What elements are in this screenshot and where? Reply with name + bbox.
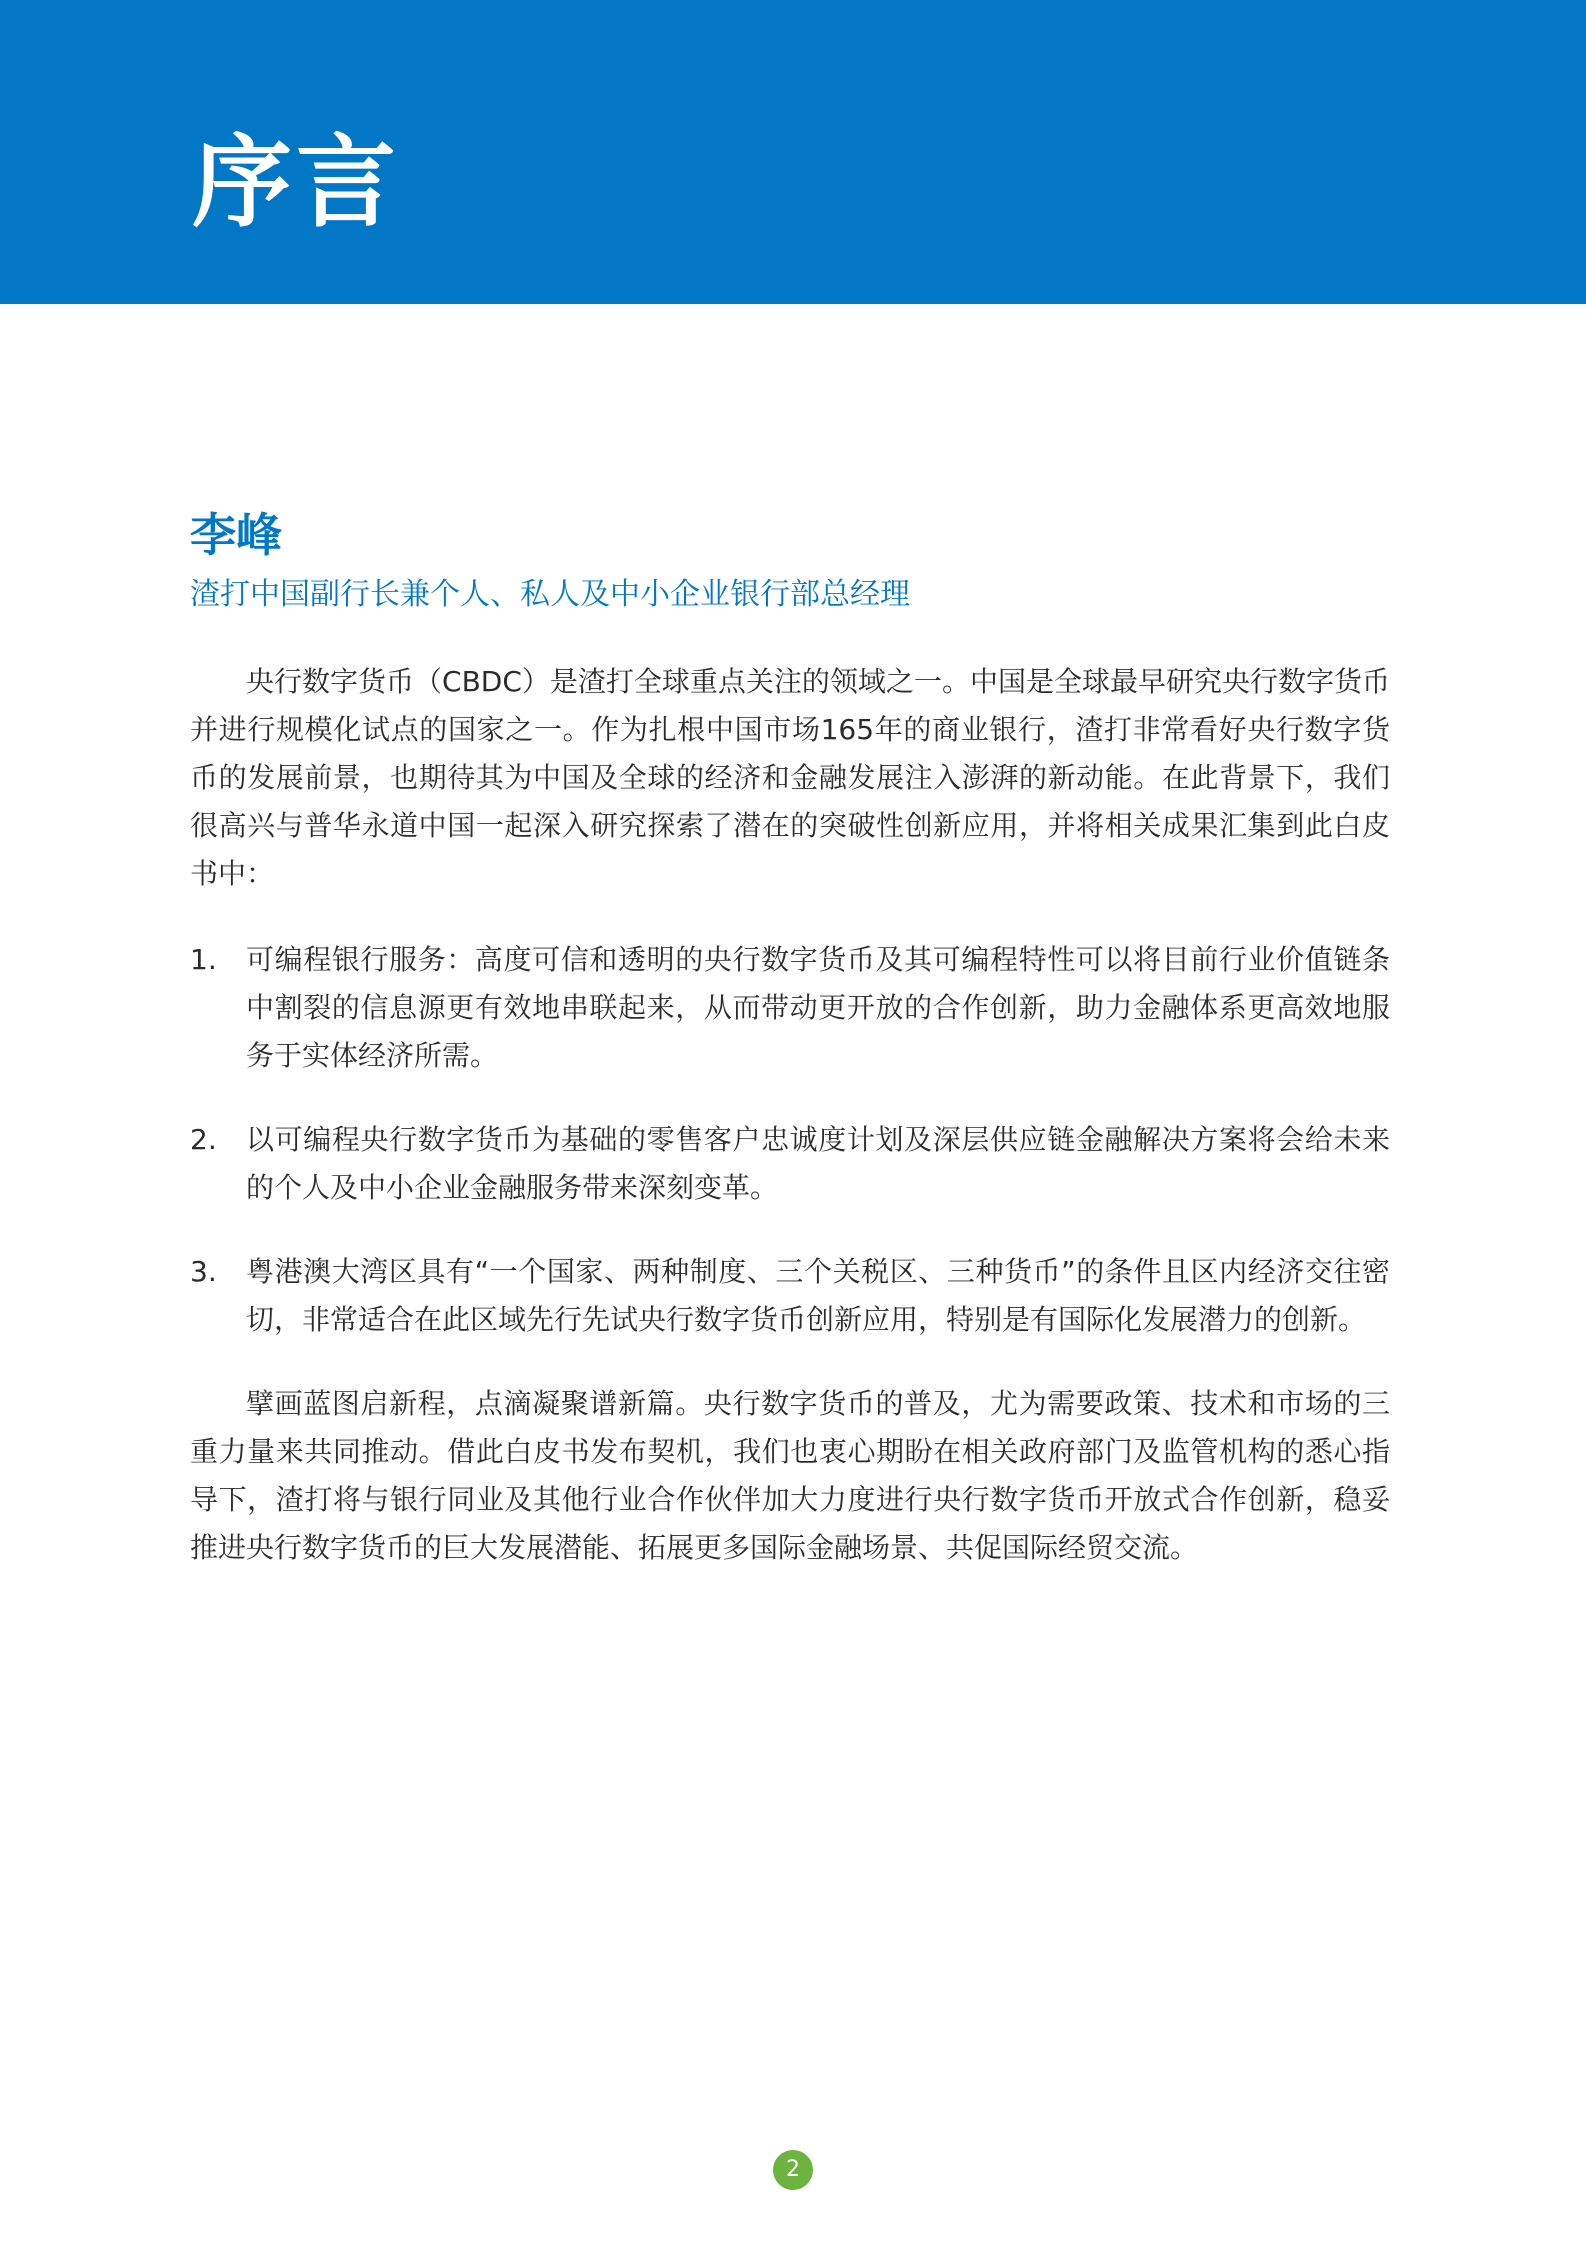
list-item <box>190 936 1390 1080</box>
main-content <box>190 506 1390 1572</box>
list-item-number: 3. <box>190 1254 217 1288</box>
author-name: 李峰 <box>190 508 282 562</box>
closing-paragraph: 擘画蓝图启新程，点滴凝聚谱新篇。央行数字货币的普及，尤为需要政策、技术和市场的三重力量来共同推动。借此白皮书发布契机，我们也衷心期盼在相关政府部门及监管机构的悉心指导下，渣打将与银行同业及其他行业合作伙伴加大力度进行央行数字货币开放式合作创新，稳妥推进央行数字货币的巨大发展潜能、拓展更多国际金融场景、共促国际经贸交流。 <box>190 1386 1390 1564</box>
key-points-list <box>190 936 1390 1344</box>
list-item-number: 2. <box>190 1122 217 1156</box>
intro-paragraph: 央行数字货币（CBDC）是渣打全球重点关注的领域之一。中国是全球最早研究央行数字货币并进行规模化试点的国家之一。作为扎根中国市场165年的商业银行，渣打非常看好央行数字货币的发展前景，也期待其为中国及全球的经济和金融发展注入澎湃的新动能。在此背景下，我们很高兴与普华永道中国一起深入研究探索了潜在的突破性创新应用，并将相关成果汇集到此白皮书中： <box>190 664 1390 890</box>
header-banner <box>0 0 1586 304</box>
list-item-text: 粤港澳大湾区具有“一个国家、两种制度、三个关税区、三种货币”的条件且区内经济交往密切，非常适合在此区域先行先试央行数字货币创新应用，特别是有国际化发展潜力的创新。 <box>246 1254 1390 1336</box>
author-title: 渣打中国副行长兼个人、私人及中小企业银行部总经理 <box>190 576 910 612</box>
page-title: 序言 <box>192 124 400 241</box>
list-item <box>190 1116 1390 1212</box>
list-item-number: 1. <box>190 942 217 976</box>
list-item-text: 以可编程央行数字货币为基础的零售客户忠诚度计划及深层供应链金融解决方案将会给未来的个人及中小企业金融服务带来深刻变革。 <box>246 1122 1390 1204</box>
page-number-badge: 2 <box>773 2150 813 2190</box>
list-item <box>190 1248 1390 1344</box>
list-item-text: 可编程银行服务：高度可信和透明的央行数字货币及其可编程特性可以将目前行业价值链条中割裂的信息源更有效地串联起来，从而带动更开放的合作创新，助力金融体系更高效地服务于实体经济所需。 <box>246 942 1390 1072</box>
